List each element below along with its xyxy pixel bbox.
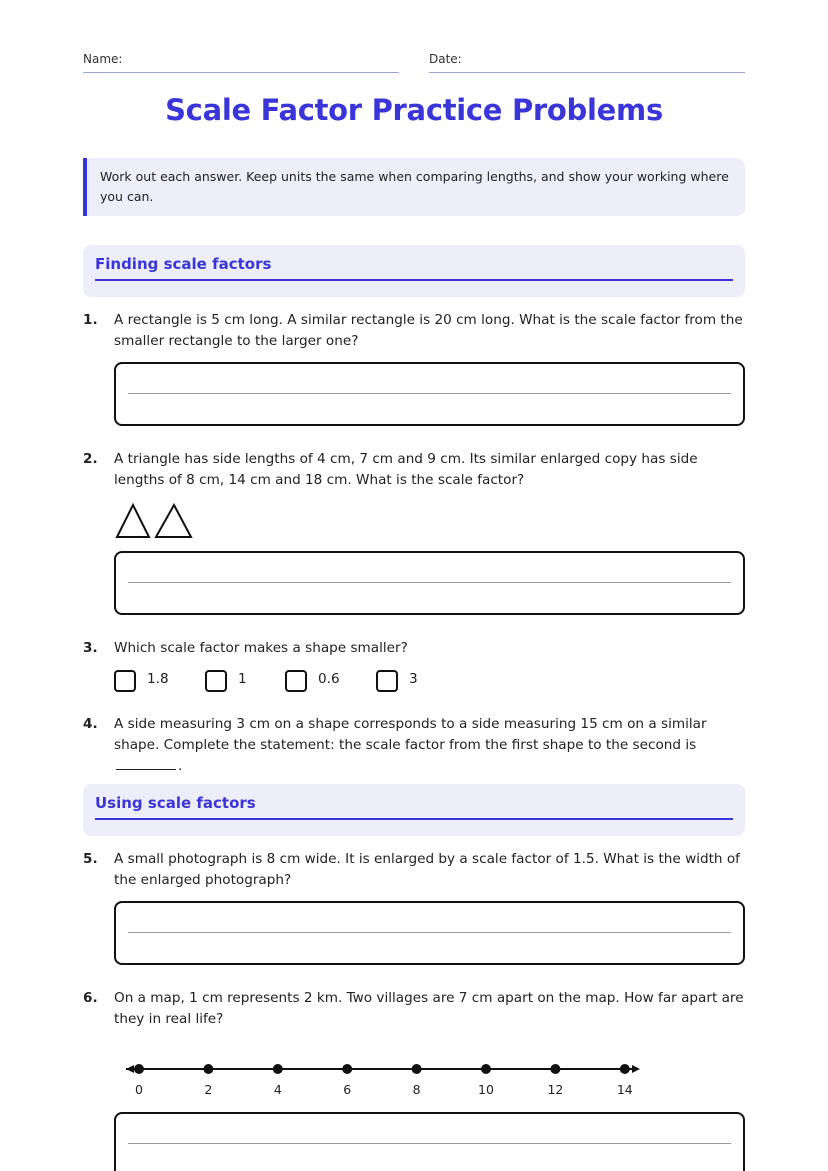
answer-box-5[interactable] bbox=[114, 901, 745, 965]
section-title: Using scale factors bbox=[95, 794, 733, 820]
question-number: 3. bbox=[83, 640, 98, 656]
option-label: 1.8 bbox=[147, 671, 169, 687]
number-line-tick-label: 6 bbox=[343, 1082, 352, 1097]
question-number: 5. bbox=[83, 851, 98, 867]
option-label: 1 bbox=[238, 671, 247, 687]
question-number: 1. bbox=[83, 312, 98, 328]
question-text: A small photograph is 8 cm wide. It is enlarged by a scale factor of 1.5. What is the width of the enlarged photograph? bbox=[114, 851, 740, 888]
checkbox[interactable] bbox=[285, 670, 307, 692]
question-number: 2. bbox=[83, 451, 98, 467]
number-line-point bbox=[342, 1064, 352, 1074]
name-field[interactable] bbox=[83, 52, 399, 73]
instructions-text: Work out each answer. Keep units the same when comparing lengths, and show your working where you can. bbox=[100, 169, 729, 204]
answer-line bbox=[128, 582, 731, 583]
number-line-point bbox=[203, 1064, 213, 1074]
question-text: A rectangle is 5 cm long. A similar rectangle is 20 cm long. What is the scale factor from the smaller rectangle to the larger one? bbox=[114, 312, 743, 349]
number-line-arrow-right bbox=[632, 1065, 640, 1073]
checkbox[interactable] bbox=[376, 670, 398, 692]
number-line-tick-label: 10 bbox=[478, 1082, 494, 1097]
multiple-choice-options bbox=[114, 668, 514, 694]
number-line-tick-label: 8 bbox=[412, 1082, 421, 1097]
question-number: 6. bbox=[83, 990, 98, 1006]
section-title: Finding scale factors bbox=[95, 255, 733, 281]
question-text-part: A side measuring 3 cm on a shape corresponds to a side measuring 15 cm on a similar shape. Complete the statement: the scale factor from the first shape to the second is bbox=[114, 716, 707, 753]
question-number: 4. bbox=[83, 716, 98, 732]
answer-box-2[interactable] bbox=[114, 551, 745, 615]
number-line-point bbox=[134, 1064, 144, 1074]
number-line-point bbox=[481, 1064, 491, 1074]
number-line bbox=[114, 1056, 654, 1102]
answer-box-1[interactable] bbox=[114, 362, 745, 426]
page-title: Scale Factor Practice Problems bbox=[165, 93, 663, 127]
answer-line bbox=[128, 1143, 731, 1144]
fill-in-blank[interactable] bbox=[116, 756, 176, 770]
question-text-end: . bbox=[178, 758, 183, 774]
answer-line bbox=[128, 932, 731, 933]
instructions-box bbox=[83, 158, 745, 216]
answer-box-6[interactable] bbox=[114, 1112, 745, 1171]
question-text: Which scale factor makes a shape smaller? bbox=[114, 640, 408, 656]
worksheet-header bbox=[83, 52, 745, 74]
answer-line bbox=[128, 393, 731, 394]
triangle-large bbox=[156, 505, 191, 537]
name-label: Name: bbox=[83, 52, 123, 66]
question-text: A triangle has side lengths of 4 cm, 7 cm and 9 cm. Its similar enlarged copy has side lengths of 8 cm, 14 cm and 18 cm. What is the scale factor? bbox=[114, 451, 698, 488]
number-line-tick-label: 14 bbox=[616, 1082, 633, 1097]
number-line-tick-label: 4 bbox=[273, 1082, 282, 1097]
section-using-scale-factors bbox=[83, 784, 745, 836]
number-line-tick-label: 2 bbox=[204, 1082, 213, 1097]
number-line-arrow-left bbox=[126, 1065, 134, 1073]
number-line-point bbox=[550, 1064, 560, 1074]
number-line-point bbox=[412, 1064, 422, 1074]
number-line-tick-label: 0 bbox=[135, 1082, 143, 1097]
option-label: 0.6 bbox=[318, 671, 340, 687]
date-field[interactable] bbox=[429, 52, 745, 73]
question-text: On a map, 1 cm represents 2 km. Two villages are 7 cm apart on the map. How far apart are they in real life? bbox=[114, 990, 744, 1027]
date-label: Date: bbox=[429, 52, 462, 66]
triangle-small bbox=[117, 505, 149, 537]
checkbox[interactable] bbox=[114, 670, 136, 692]
number-line-point bbox=[620, 1064, 630, 1074]
similar-triangles-figure bbox=[114, 501, 196, 541]
question-text bbox=[114, 714, 748, 777]
number-line-tick-label: 12 bbox=[547, 1082, 564, 1097]
option-label: 3 bbox=[409, 671, 418, 687]
checkbox[interactable] bbox=[205, 670, 227, 692]
section-finding-scale-factors bbox=[83, 245, 745, 297]
number-line-point bbox=[273, 1064, 283, 1074]
